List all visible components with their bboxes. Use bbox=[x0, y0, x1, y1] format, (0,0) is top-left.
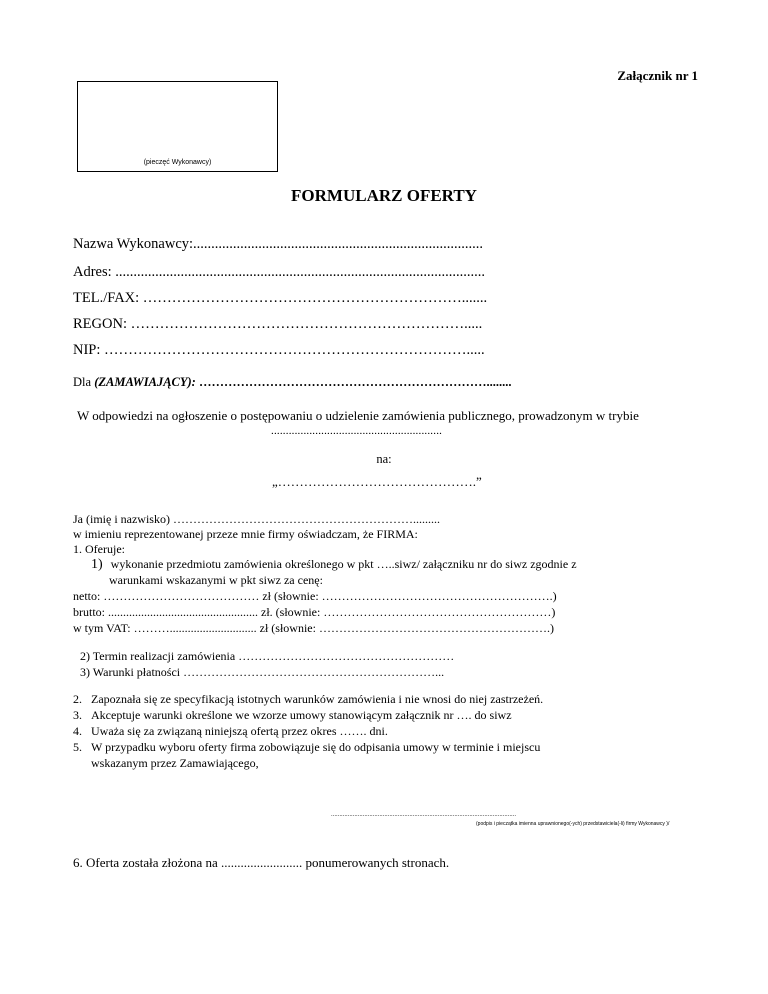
list-item-num: 5. bbox=[73, 740, 82, 754]
na-label: na: bbox=[376, 452, 392, 466]
list-item-5-cont: wskazanym przez Zamawiającego, bbox=[91, 756, 259, 770]
list-item-text: Akceptuje warunki określone we wzorze umowy stanowiącym załącznik nr …. do siwz bbox=[91, 708, 512, 722]
signature-label: (podpis i pieczątka imienna uprawnionego(-ych) przedstawiciela(-li) firmy Wykonawcy )/ bbox=[476, 821, 670, 827]
list-item-num: 3. bbox=[73, 708, 82, 722]
contracting-authority-line bbox=[73, 375, 511, 390]
offer-item-1-text: wykonanie przedmiotu zamówienia określonego w pkt …..siwz/ załączniku nr do siwz zgodnie z bbox=[110, 557, 577, 571]
address-field: Adres: ...................................................................................................... bbox=[73, 264, 486, 280]
offer-item-1-cont: warunkami wskazanymi w pkt siwz za cenę: bbox=[109, 573, 323, 587]
contracting-authority-label: (ZAMAWIAJĄCY): bbox=[94, 375, 196, 389]
dla-prefix: Dla bbox=[73, 375, 95, 389]
offer-item-1-num: 1) bbox=[91, 557, 103, 572]
pages-count-line: 6. Oferta została złożona na ......................... ponumerowanych stronach. bbox=[73, 855, 450, 870]
list-item bbox=[73, 724, 388, 739]
stamp-label: (pieczęć Wykonawcy) bbox=[143, 159, 212, 166]
list-item bbox=[73, 740, 540, 755]
regon-field: REGON: ……………………………………………………………..... bbox=[73, 316, 483, 332]
form-title: FORMULARZ OFERTY bbox=[291, 186, 477, 205]
person-name-line: Ja (imię i nazwisko) ……………………………………………………......... bbox=[73, 512, 440, 526]
list-item-num: 4. bbox=[73, 724, 82, 738]
offer-item-1 bbox=[91, 557, 577, 573]
list-item bbox=[73, 708, 512, 723]
subject-quote: „……………………………………….” bbox=[272, 474, 482, 489]
contracting-authority-dots: ……………………………………………………………........ bbox=[195, 375, 512, 389]
list-item bbox=[73, 692, 543, 707]
contractor-stamp-box bbox=[77, 81, 278, 172]
nip-field: NIP: …………………………………………………………………..... bbox=[73, 342, 485, 358]
gross-price-line: brutto: .................................................. zł. (słownie: …………………………………………………) bbox=[73, 605, 556, 619]
offer-item-2: 2) Termin realizacji zamówienia ……………………………………………… bbox=[80, 649, 455, 663]
vat-line: w tym VAT: ………............................. zł (słownie: ………………………………………………….) bbox=[73, 621, 554, 635]
telfax-field: TEL./FAX: …………………………………………………………....... bbox=[73, 290, 488, 306]
company-line: w imieniu reprezentowanej przeze mnie firmy oświadczam, że FIRMA: bbox=[73, 527, 418, 541]
offers-heading: 1. Oferuje: bbox=[73, 542, 125, 556]
list-item-num: 2. bbox=[73, 692, 82, 706]
procedure-mode-dots: .......................................................... bbox=[271, 425, 443, 437]
list-item-text: Zapoznała się ze specyfikacją istotnych warunków zamówienia i nie wnosi do niej zastrzeżeń. bbox=[91, 692, 544, 706]
intro-text: W odpowiedzi na ogłoszenie o postępowaniu o udzielenie zamówienia publicznego, prowadzonym w trybie bbox=[77, 408, 639, 423]
list-item-text: Uważa się za związaną niniejszą ofertą przez okres ……. dni. bbox=[91, 724, 388, 738]
contractor-name-field: Nazwa Wykonawcy:................................................................................ bbox=[73, 236, 484, 252]
offer-item-3: 3) Warunki płatności ………………………………………………………... bbox=[80, 665, 445, 679]
signature-dots: ............................................................................................................... bbox=[331, 812, 517, 818]
list-item-text: W przypadku wyboru oferty firma zobowiązuje się do odpisania umowy w terminie i miejscu bbox=[91, 740, 541, 754]
attachment-label: Załącznik nr 1 bbox=[617, 68, 698, 83]
net-price-line: netto: ………………………………… zł (słownie: ………………………………………………….) bbox=[73, 589, 557, 603]
